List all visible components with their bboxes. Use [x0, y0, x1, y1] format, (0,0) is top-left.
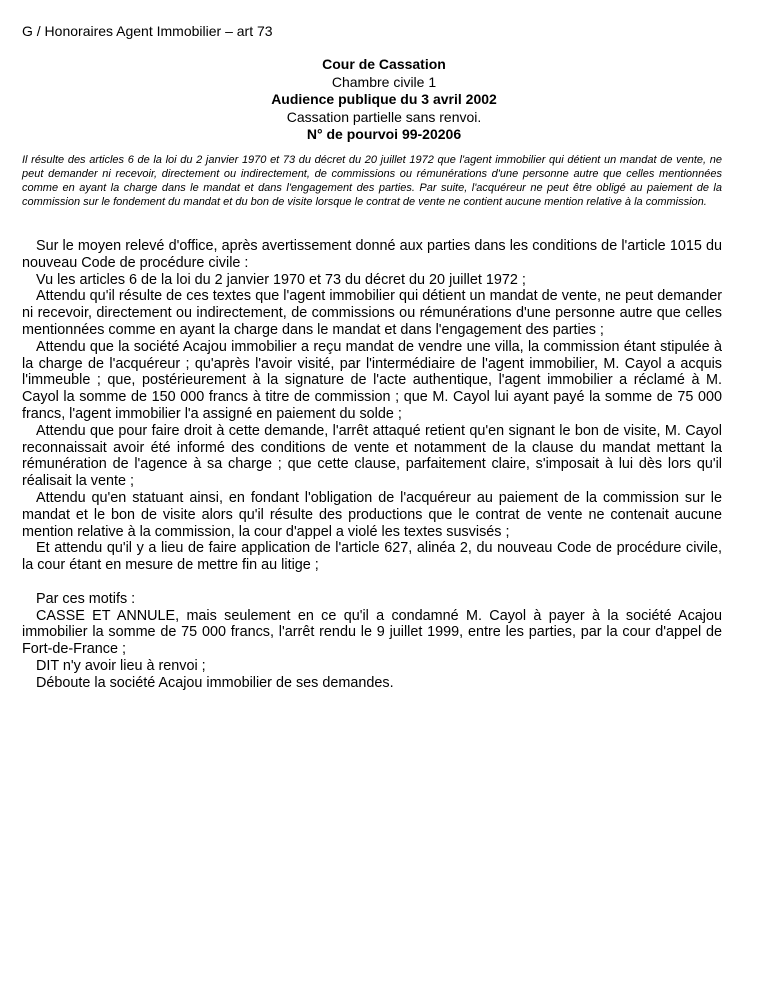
title-block	[0, 56, 768, 144]
body-paragraph: Et attendu qu'il y a lieu de faire application de l'article 627, alinéa 2, du nouveau Code de procédure civile, la cour étant en mesure de mettre fin au litige ;	[22, 540, 722, 574]
decision-heading: Par ces motifs :	[36, 590, 136, 607]
appeal-number: N° de pourvoi 99-20206	[306, 126, 462, 142]
hearing-date: Audience publique du 3 avril 2002	[271, 91, 497, 107]
body-paragraph: Attendu qu'il résulte de ces textes que l'agent immobilier qui détient un mandat de vente, ne peut demander ni recevoir, directement ou indirectement, de commissions ou rémunérations d'une personne autre que celles mentionnées comme en ayant la charge dans le mandat et dans l'engagement des parties ;	[22, 288, 722, 338]
decision-paragraph: CASSE ET ANNULE, mais seulement en ce qu'il a condamné M. Cayol à payer à la société Acajou immobilier la somme de 75 000 francs, l'arrêt rendu le 9 juillet 1999, entre les parties, par la cour d'appel de Fort-de-France ;	[22, 607, 722, 658]
body-paragraph: Sur le moyen relevé d'office, après avertissement donné aux parties dans les conditions de l'article 1015 du nouveau Code de procédure civile :	[22, 238, 722, 271]
body-paragraph: Attendu que pour faire droit à cette demande, l'arrêt attaqué retient qu'en signant le bon de visite, M. Cayol reconnaissait avoir été informé des conditions de vente et notamment de la clause du mandat mettant la rémunération de l'agence à sa charge ; que cette clause, parfaitement claire, s'imposait à lui dès lors qu'il réalisait la vente ;	[22, 422, 722, 490]
running-header: G / Honoraires Agent Immobilier – art 73	[22, 23, 273, 39]
case-outcome: Cassation partielle sans renvoi.	[286, 108, 482, 125]
decision-paragraph: Déboute la société Acajou immobilier de ses demandes.	[36, 674, 394, 691]
body-paragraph: Attendu que la société Acajou immobilier a reçu mandat de vendre une villa, la commission étant stipulée à la charge de l'acquéreur ; qu'après l'avoir visité, par l'intermédiaire de l'agent immobilier, M. Cayol a acquis l'immeuble ; que, postérieurement à la signature de l'acte authentique, l'agent immobilier a réclamé à M. Cayol la somme de 150 000 francs à titre de commission ; que M. Cayol lui ayant payé la somme de 75 000 francs, l'agent immobilier l'a assigné en paiement du solde ;	[22, 338, 722, 422]
court-name: Cour de Cassation	[322, 56, 446, 72]
body-paragraph: Attendu qu'en statuant ainsi, en fondant l'obligation de l'acquéreur au paiement de la commission sur le mandat et le bon de visite alors qu'il résulte des productions que le contrat de vente ne contenait aucune mention relative à la commission, la cour d'appel a violé les textes susvisés ;	[22, 489, 722, 540]
summary-abstract: Il résulte des articles 6 de la loi du 2 janvier 1970 et 73 du décret du 20 juillet 1972 que l'agent immobilier qui détient un mandat de vente, ne peut demander ni recevoir, directement ou indirectement, de commissions ou rémunérations d'une personne autre que celles mentionnées comme en ayant la charge dans le mandat et dans l'engagement des parties. Par suite, l'acquéreur ne peut être obligé au paiement de la commission sur le fondement du mandat et du bon de visite lorsque le contrat de vente ne contient aucune mention relative à la commission.	[22, 154, 722, 209]
decision-paragraph: DIT n'y avoir lieu à renvoi ;	[36, 657, 206, 674]
chamber-name: Chambre civile 1	[331, 73, 437, 90]
body-paragraph: Vu les articles 6 de la loi du 2 janvier 1970 et 73 du décret du 20 juillet 1972 ;	[36, 271, 526, 288]
judgment-body	[22, 238, 722, 692]
paragraph-spacer	[22, 574, 722, 591]
